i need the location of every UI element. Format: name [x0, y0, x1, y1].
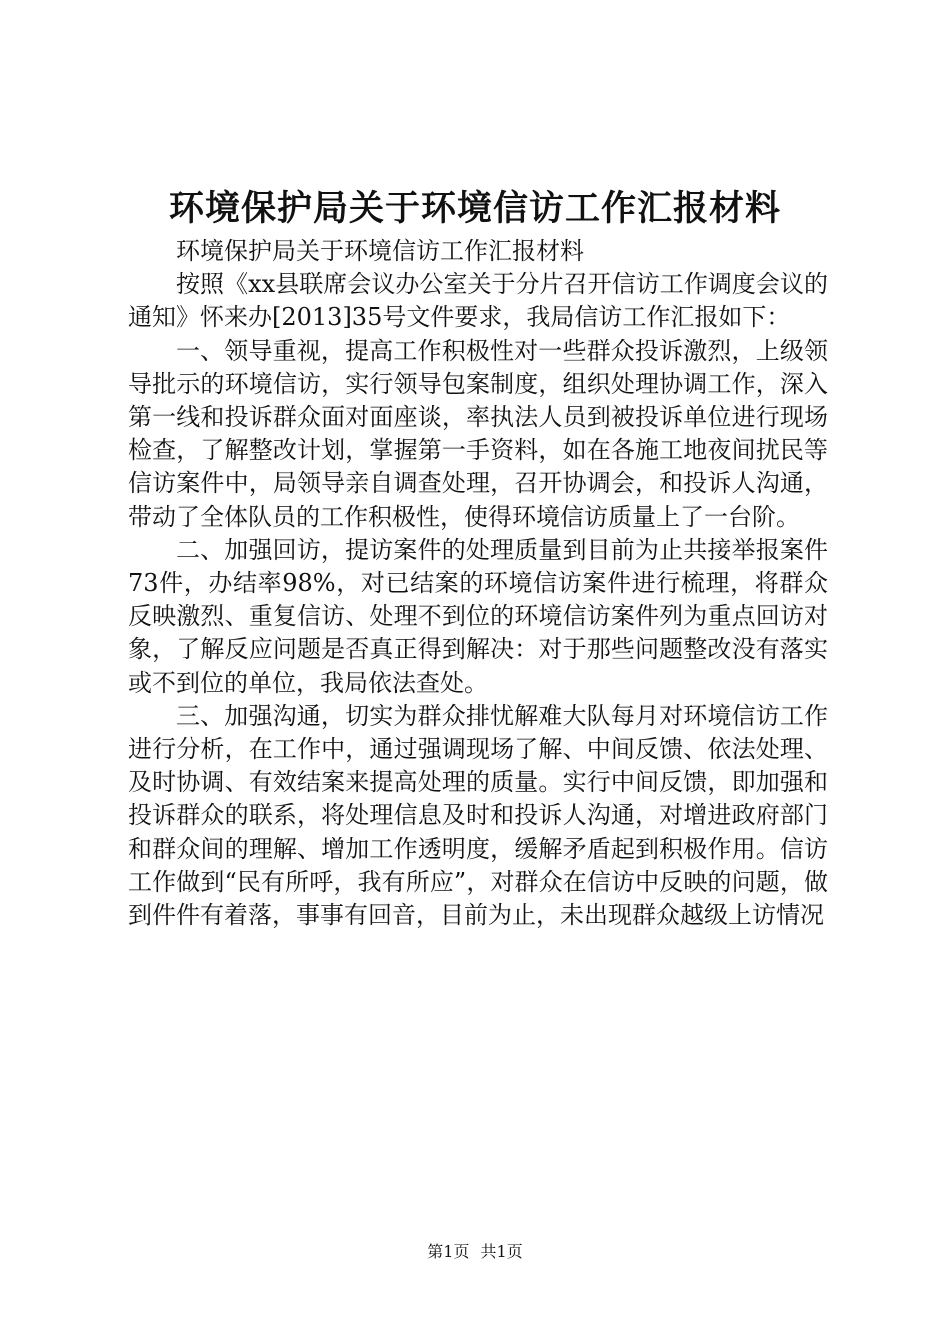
page-footer — [0, 1240, 950, 1264]
page-number-total: 共1页 — [480, 1242, 523, 1261]
section-three-paragraph: 三、加强沟通，切实为群众排忧解难大队每月对环境信访工作进行分析，在工作中，通过强调现场了解、中间反馈、依法处理、及时协调、有效结案来提高处理的质量。实行中间反馈，即加强和投诉群众的联系，将处理信息及时和投诉人沟通，对增进政府部门和群众间的理解、增加工作透明度，缓解矛盾起到积极作用。信访工作做到“民有所呼，我有所应”，对群众在信访中反映的问题，做到件件有着落，事事有回音，目前为止，未出现群众越级上访情况 — [128, 701, 828, 930]
section-one-paragraph: 一、领导重视，提高工作积极性对一些群众投诉激烈，上级领导批示的环境信访，实行领导包案制度，组织处理协调工作，深入第一线和投诉群众面对面座谈，率执法人员到被投诉单位进行现场检查，了解整改计划，掌握第一手资料，如在各施工地夜间扰民等信访案件中，局领导亲自调查处理，召开协调会，和投诉人沟通，带动了全体队员的工作积极性，使得环境信访质量上了一台阶。 — [128, 336, 828, 531]
document-body — [128, 235, 828, 932]
document-title: 环境保护局关于环境信访工作汇报材料 — [168, 188, 781, 229]
subtitle-paragraph: 环境保护局关于环境信访工作汇报材料 — [176, 237, 584, 265]
page-number-current: 第1页 — [427, 1242, 470, 1261]
section-two-paragraph: 二、加强回访，提访案件的处理质量到目前为止共接举报案件73件，办结率98%，对已结案的环境信访案件进行梳理，将群众反映激烈、重复信访、处理不到位的环境信访案件列为重点回访对象，了解反应问题是否真正得到解决：对于那些问题整改没有落实或不到位的单位，我局依法查处。 — [128, 535, 828, 697]
intro-paragraph: 按照《xx县联席会议办公室关于分片召开信访工作调度会议的通知》怀来办[2013]35号文件要求，我局信访工作汇报如下： — [128, 270, 828, 332]
